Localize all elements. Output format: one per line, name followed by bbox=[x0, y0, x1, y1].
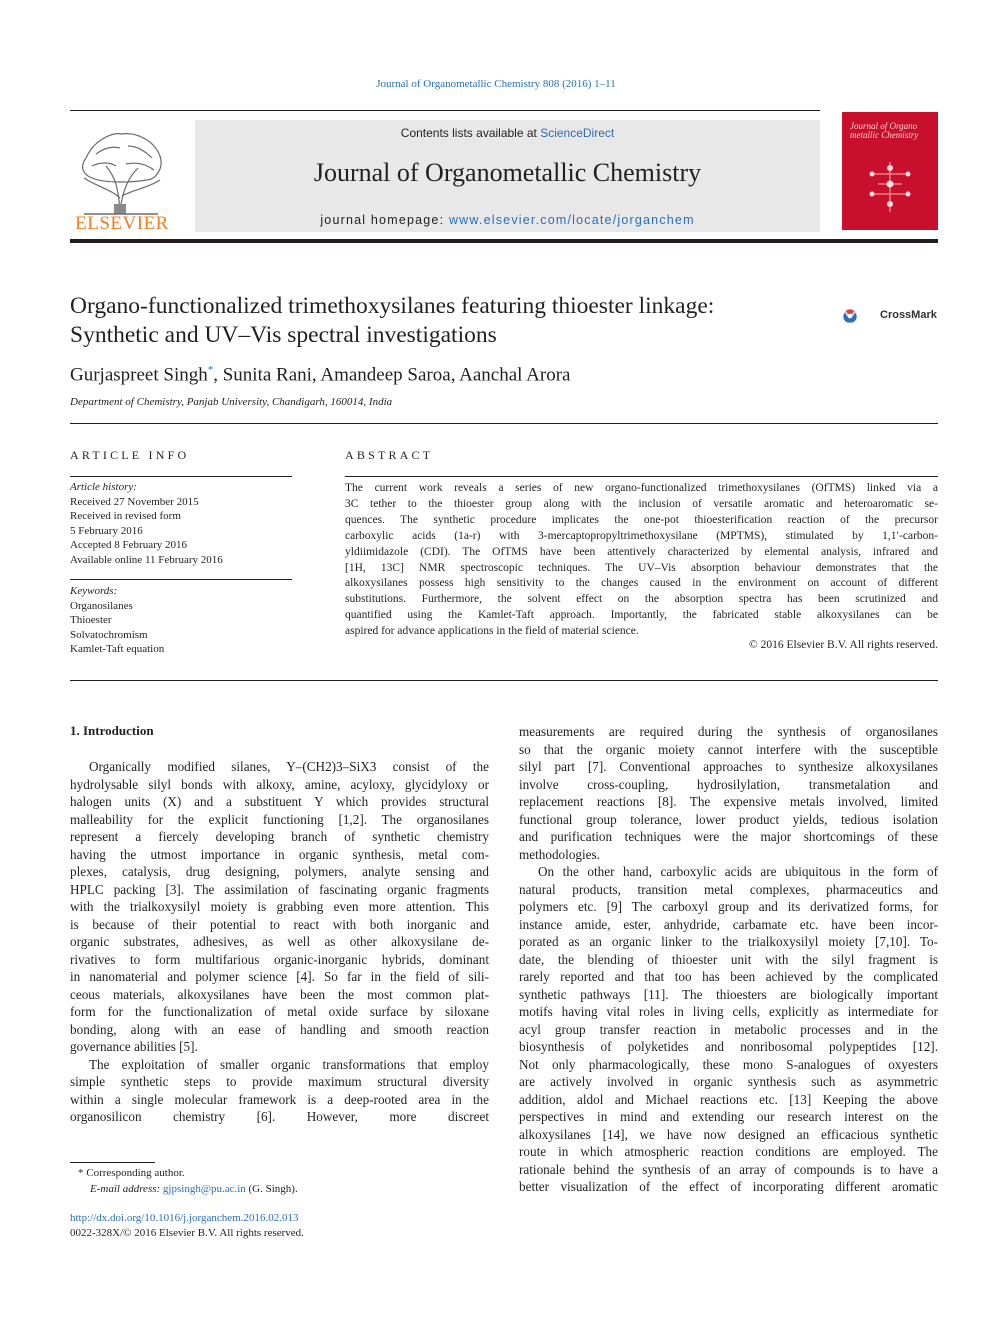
abstract-body bbox=[345, 481, 938, 640]
abstract-heading: ABSTRACT bbox=[345, 448, 434, 462]
body-line: acyl group transfer reaction in metabolic processes and in the bbox=[519, 1021, 938, 1037]
author-others: , Sunita Rani, Amandeep Saroa, Aanchal Arora bbox=[213, 364, 571, 386]
abstract-line: alkoxysilanes possess high sensitivity to the changes caused in the environment on account of different bbox=[345, 577, 938, 590]
body-line: hydrolysable silyl bonds with alkoxy, amine, acyloxy, glycidyloxy or bbox=[70, 776, 489, 792]
keywords bbox=[70, 584, 292, 657]
body-line: rivatives to form multifarious organic-inorganic hybrids, dominant bbox=[70, 951, 489, 967]
homepage-line bbox=[195, 213, 820, 227]
publisher-wordmark: ELSEVIER bbox=[75, 213, 169, 234]
abstract-copyright: © 2016 Elsevier B.V. All rights reserved. bbox=[749, 639, 938, 651]
body-line: polymers etc. [9] The carboxyl group and its derivatized forms, for bbox=[519, 899, 938, 914]
keywords-label: Keywords: bbox=[70, 585, 118, 597]
body-line: porated as an organic linker to the trialkoxysilyl moiety [7,10]. To- bbox=[519, 934, 938, 949]
footnote-email-line bbox=[70, 1182, 298, 1198]
body-line: functional group tolerance, lower product yields, tedious isolation bbox=[519, 811, 938, 827]
history-label: Article history: bbox=[70, 481, 137, 493]
divider bbox=[70, 423, 938, 424]
history-item: Received 27 November 2015 bbox=[70, 495, 199, 508]
footnote-email-label: E-mail address: bbox=[90, 1182, 161, 1195]
section-heading-introduction: 1. Introduction bbox=[70, 723, 154, 738]
body-line: motifs having vital roles in living cells, explicitly as intermediate for bbox=[519, 1004, 938, 1019]
body-line: organic substrates, adhesives, as well as other alkoxysilane de- bbox=[70, 934, 489, 949]
article-title-line-2: Synthetic and UV–Vis spectral investigations bbox=[70, 322, 497, 348]
body-line: having the utmost importance in organic synthesis, metal com- bbox=[70, 846, 489, 862]
abstract-line: aspired for advance applications in the field of material science. bbox=[345, 625, 639, 638]
body-line: and purification techniques were the major shortcomings of these bbox=[519, 829, 938, 844]
affiliation: Department of Chemistry, Panjab University, Chandigarh, 160014, India bbox=[70, 396, 393, 408]
body-line: route in which atmospheric reaction conditions are employed. The bbox=[519, 1144, 938, 1159]
body-line: represent a fiercely developing branch of synthetic chemistry bbox=[70, 829, 489, 844]
body-line: within a single molecular framework is a deep-rooted area in the bbox=[70, 1091, 489, 1107]
body-column-left bbox=[70, 758, 489, 1126]
body-line: better visualization of the effect of incorporating different aromatic bbox=[519, 1179, 938, 1194]
footnote-corresponding bbox=[70, 1166, 298, 1182]
abstract-line: substitutions. Furthermore, the solvent effect on the absorption spectra has been scrutinized and bbox=[345, 593, 938, 606]
abstract-line: [1H, 13C] NMR spectroscopic techniques. The UV–Vis absorption behaviour demonstrates that the bbox=[345, 561, 938, 574]
header-rule bbox=[70, 110, 820, 111]
abstract-line: quences. The synthetic procedure implicates the one-pot thioesterification reaction of the precursor bbox=[345, 513, 938, 526]
journal-citation[interactable]: Journal of Organometallic Chemistry 808 (2016) 1–11 bbox=[376, 78, 616, 90]
abstract-line: carboxylic acids (1a-r) with 3-mercaptopropyltrimethoxysilane (MPTMS), stimulated by 1,1′-carbon- bbox=[345, 529, 938, 542]
issn-copyright: 0022-328X/© 2016 Elsevier B.V. All rights reserved. bbox=[70, 1227, 304, 1239]
body-line: form for the functionalization of metal oxide surface by siloxane bbox=[70, 1004, 489, 1019]
author-first: Gurjaspreet Singh bbox=[70, 364, 208, 386]
journal-cover-image[interactable] bbox=[842, 112, 938, 230]
divider bbox=[70, 680, 938, 681]
body-line: rationale behind the synthesis of an array of compounds is to have a bbox=[519, 1161, 938, 1177]
body-line: so that the organic moiety cannot interfere with the susceptible bbox=[519, 741, 938, 757]
footnote bbox=[70, 1166, 298, 1197]
body-line: biosynthesis of polyketides and nonribosomal polypeptides [12]. bbox=[519, 1039, 938, 1054]
article-title-line-1: Organo-functionalized trimethoxysilanes featuring thioester linkage: bbox=[70, 293, 715, 319]
body-line: addition, aldol and Michael reactions etc. [13] Keeping the above bbox=[519, 1091, 938, 1107]
homepage-link[interactable]: www.elsevier.com/locate/jorganchem bbox=[448, 213, 695, 227]
divider bbox=[70, 579, 292, 580]
header-rule-thick bbox=[70, 239, 938, 243]
corresponding-author-mark[interactable]: * bbox=[207, 364, 214, 376]
keyword: Solvatochromism bbox=[70, 628, 148, 641]
footnote-asterisk: * bbox=[78, 1167, 87, 1179]
doi-link[interactable]: http://dx.doi.org/10.1016/j.jorganchem.2016.02.013 bbox=[70, 1212, 299, 1224]
history-item: 5 February 2016 bbox=[70, 524, 143, 537]
body-line: ceous materials, alkoxysilanes have been the most common plat- bbox=[70, 986, 489, 1002]
keyword: Kamlet-Taft equation bbox=[70, 643, 165, 656]
body-line: synthetic pathways [11]. The thioesters are biologically important bbox=[519, 986, 938, 1002]
body-line: natural products, transition metal complexes, pharmaceutics and bbox=[519, 881, 938, 897]
body-line: Organically modified silanes, Y–(CH2)3–SiX3 consist of the bbox=[89, 759, 489, 774]
abstract-line: yldiimidazole (CDI). The OfTMS have been attentively characterized by elemental analysis, infrared and bbox=[345, 545, 938, 558]
body-line: plexes, catalysis, drug designing, polymers, analyte sensing and bbox=[70, 864, 489, 879]
body-line: simple synthetic steps to provide maximum structural diversity bbox=[70, 1074, 489, 1089]
history-item: Available online 11 February 2016 bbox=[70, 553, 223, 566]
history-item: Received in revised form bbox=[70, 510, 181, 523]
body-line: measurements are required during the synthesis of organosilanes bbox=[519, 724, 938, 739]
keyword: Thioester bbox=[70, 614, 112, 627]
body-line: Not only pharmacologically, these mono S-analogues of oxyesters bbox=[519, 1056, 938, 1072]
body-line: On the other hand, carboxylic acids are ubiquitous in the form of bbox=[538, 864, 938, 879]
author-list bbox=[70, 364, 570, 386]
body-line: in nanomaterial and polymer science [4]. So far in the field of sili- bbox=[70, 969, 489, 984]
journal-masthead bbox=[195, 120, 820, 232]
body-line: rarely reported and that too has been achieved by the complicated bbox=[519, 969, 938, 984]
body-line: governance abilities [5]. bbox=[70, 1039, 198, 1054]
abstract-line: 3C tether to the thioester group along with the inclusion of versatile aromatic and heteroaromatic se- bbox=[345, 497, 938, 510]
article-info-heading: ARTICLE INFO bbox=[70, 448, 190, 462]
divider bbox=[70, 476, 292, 477]
crossmark-icon[interactable] bbox=[842, 296, 882, 336]
body-line: is because of their potential to react with both inorganic and bbox=[70, 916, 489, 932]
contents-prefix: Contents lists available at bbox=[400, 126, 541, 140]
body-line: bonding, along with an ease of handling and smooth reaction bbox=[70, 1021, 489, 1037]
homepage-prefix: journal homepage: bbox=[320, 213, 449, 227]
divider bbox=[345, 476, 938, 477]
cover-title: Journal of Organo metallic Chemistry bbox=[850, 121, 919, 140]
body-line: instance amide, ester, anhydride, carbamate etc. have been incor- bbox=[519, 916, 938, 932]
body-line: malleability for the explicit functioning [1,2]. The organosilanes bbox=[70, 811, 489, 827]
contents-line bbox=[195, 126, 820, 140]
footnote-email-link[interactable]: gjpsingh@pu.ac.in bbox=[162, 1182, 246, 1195]
footnote-corresponding-text: Corresponding author. bbox=[86, 1167, 185, 1179]
body-line: silyl part [7]. Conventional approaches to synthesize alkoxysilanes bbox=[519, 759, 938, 774]
body-column-right bbox=[519, 723, 938, 1196]
history-item: Accepted 8 February 2016 bbox=[70, 539, 187, 552]
crossmark-label[interactable]: CrossMark bbox=[880, 309, 937, 321]
abstract-line: quantified using the Kamlet-Taft approach. Importantly, the fabricated stable alkoxysilanes can be bbox=[345, 609, 938, 622]
sciencedirect-link[interactable]: ScienceDirect bbox=[540, 126, 615, 140]
doi-block bbox=[70, 1211, 304, 1241]
body-line: with the trialkoxysilyl moiety is grabbing even more attention. This bbox=[70, 899, 489, 914]
body-line: perspectives in mind and extending our research interest on the bbox=[519, 1109, 938, 1124]
body-line: replacement reactions [8]. The expensive metals involved, limited bbox=[519, 794, 938, 809]
abstract-line: The current work reveals a series of new organo-functionalized trimethoxysilanes (OfTMS) linked via a bbox=[345, 482, 938, 494]
body-line: halogen units (X) and a substituent Y which provides structural bbox=[70, 794, 489, 809]
body-line: The exploitation of smaller organic transformations that employ bbox=[89, 1056, 489, 1072]
body-line: HPLC packing [3]. The assimilation of fascinating organic fragments bbox=[70, 881, 489, 897]
body-line: methodologies. bbox=[519, 846, 600, 862]
body-line: organosilicon chemistry [6]. However, more discreet bbox=[70, 1109, 489, 1124]
keyword: Organosilanes bbox=[70, 599, 133, 612]
body-line: alkoxysilanes [14], we have now designed an efficacious synthetic bbox=[519, 1126, 938, 1142]
journal-title: Journal of Organometallic Chemistry bbox=[313, 158, 702, 187]
body-line: are actively involved in organic synthesis such as asymmetric bbox=[519, 1074, 938, 1089]
body-line: date, the blending of thioester unit with the silyl fragment is bbox=[519, 951, 938, 967]
footnote-email-suffix: (G. Singh). bbox=[248, 1182, 298, 1195]
article-title bbox=[70, 292, 830, 350]
article-history bbox=[70, 480, 292, 568]
footnote-rule bbox=[70, 1162, 155, 1163]
cover-molecule-icon bbox=[842, 112, 938, 230]
body-line: involve cross-coupling, hydrosilylation, transmetalation and bbox=[519, 776, 938, 792]
